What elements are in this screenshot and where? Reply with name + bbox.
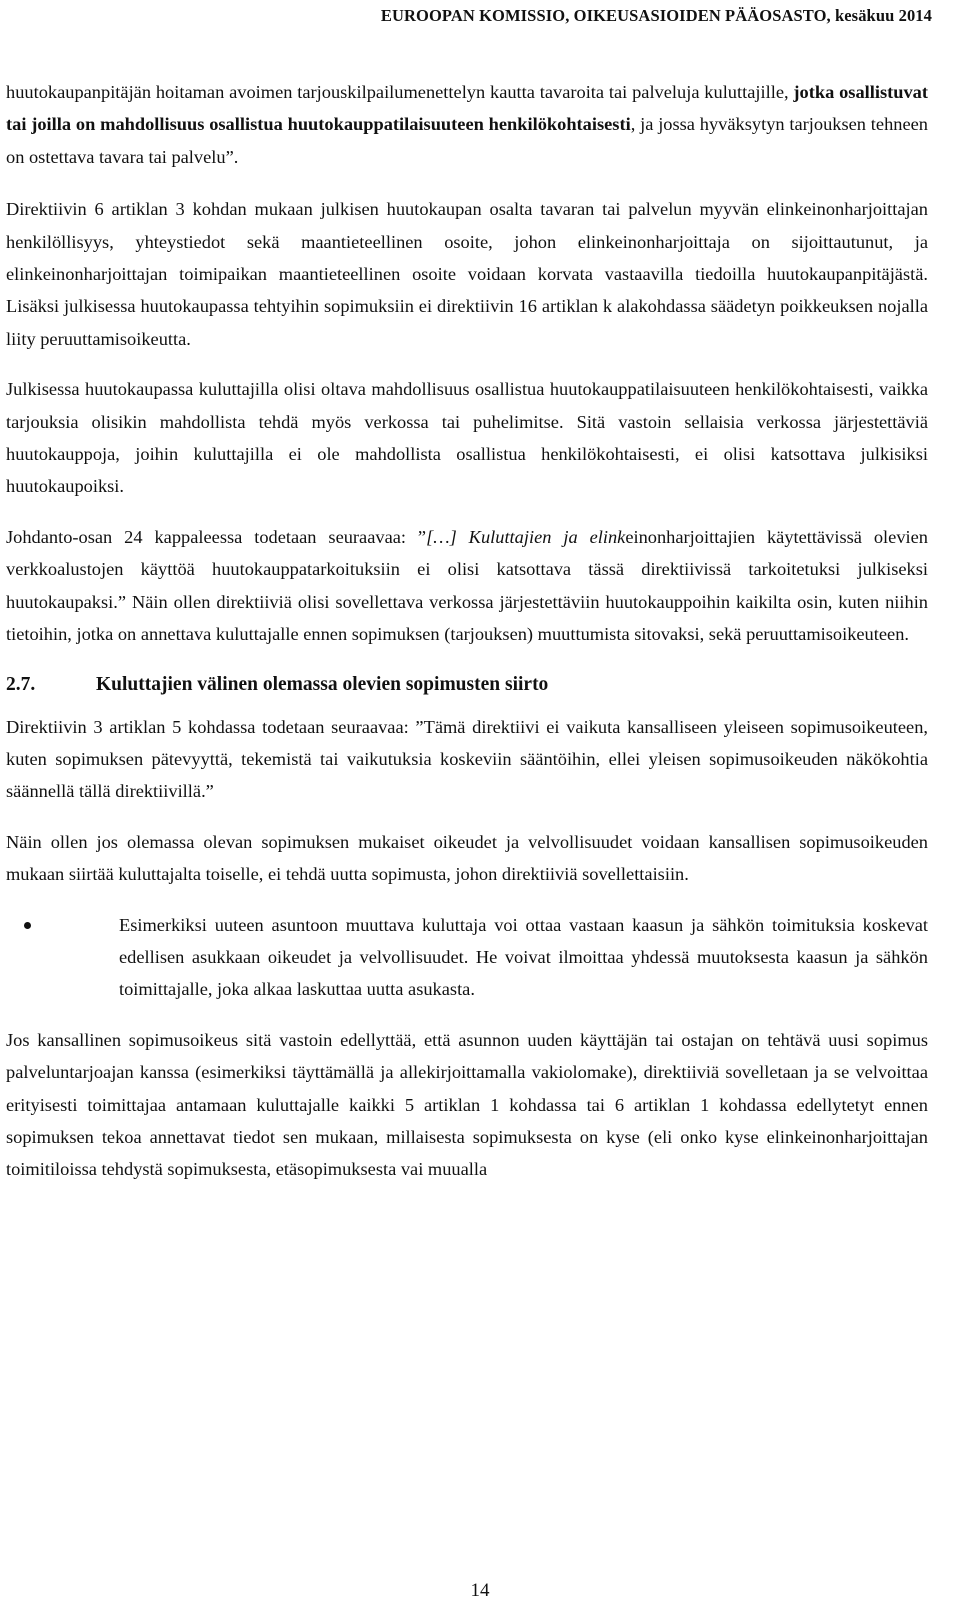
bullet-dot-icon: [24, 922, 31, 929]
paragraph-2: Direktiivin 6 artiklan 3 kohdan mukaan julkisen huutokaupan osalta tavaran tai palvelun myyvän elinkeinonharjoittajan henkilöllisyys, yhteystiedot sekä maantieteellinen osoite, johon elinkeinonharjoittaja on sijoittautunut, ja elinkeinonharjoittajan toimipaikan maantieteellinen osoite voidaan korvata vastaavilla tiedoilla huutokaupanpitäjästä. Lisäksi julkisessa huutokaupassa tehtyihin sopimuksiin ei direktiivin 16 artiklan k alakohdassa säädetyn poikkeuksen nojalla liity peruuttamisoikeutta.: [6, 199, 928, 349]
paragraph-1-text-b: , ja jossa hyväksytyn tarjouksen tehneen on ostettava tavara tai palvelu”.: [6, 114, 928, 167]
section-heading: [6, 669, 928, 701]
paragraph-7: Jos kansallinen sopimusoikeus sitä vastoin edellyttää, että asunnon uuden käyttäjän tai ostajan on tehtävä uusi sopimus palveluntarjoajan kanssa (esimerkiksi täyttämällä ja allekirjoittamalla vakiolomake), direktiiviä sovelletaan ja se velvoittaa erityisesti toimittajaa antamaan kuluttajalle kaikki 5 artiklan 1 kohdassa tai 6 artiklan 1 kohdassa edellytetyt ennen sopimuksen tekoa annettavat tiedot sen mukaan, millaisesta sopimuksesta on kyse (eli onko kyse elinkeinonharjoittajan toimitiloissa tehdystä sopimuksesta, etäsopimuksesta vai muualla: [6, 1029, 928, 1180]
paragraph-1: [6, 76, 928, 173]
paragraph-1-text-a: huutokaupanpitäjän hoitaman avoimen tarjouskilpailumenettelyn kautta tavaroita tai palveluja kuluttajille,: [6, 82, 794, 102]
document-header: EUROOPAN KOMISSIO, OIKEUSASIOIDEN PÄÄOSASTO, kesäkuu 2014: [380, 6, 932, 25]
section-title: Kuluttajien välinen olemassa olevien sopimusten siirto: [96, 673, 549, 695]
paragraph-1-bold: jotka osallistuvat tai joilla on mahdollisuus osallistua huutokauppatilaisuuteen henkilökohtaisesti: [6, 82, 928, 135]
paragraph-4-text-a: Johdanto-osan 24 kappaleessa todetaan seuraavaa: ”: [6, 526, 427, 547]
paragraph-3: Julkisessa huutokaupassa kuluttajilla olisi oltava mahdollisuus osallistua huutokauppatilaisuuteen henkilökohtaisesti, vaikka tarjouksia olisikin mahdollista tehdä myös verkossa tai puhelimitse. Sitä vastoin sellaisia verkossa järjestettäviä huutokauppoja, joihin kuluttajilla ei ole mahdollista osallistua henkilökohtaisesti, ei olisi katsottava julkisiksi huutokaupoiksi.: [6, 379, 928, 497]
section-number: 2.7.: [6, 673, 36, 695]
paragraph-4-italic: […] Kuluttajien ja elink: [426, 526, 626, 547]
bullet-text: Esimerkiksi uuteen asuntoon muuttava kuluttaja voi ottaa vastaan kaasun ja sähkön toimituksia koskevat edellisen asukkaan oikeudet ja velvollisuudet. He voivat ilmoittaa yhdessä muutoksesta kaasun ja sähkön toimittajalle, joka alkaa laskuttaa uutta asukasta.: [119, 914, 928, 1000]
paragraph-4: [6, 521, 928, 651]
page-number: 14: [470, 1580, 490, 1601]
paragraph-6: Näin ollen jos olemassa olevan sopimuksen mukaiset oikeudet ja velvollisuudet voidaan kansallisen sopimusoikeuden mukaan siirtää kuluttajalta toiselle, ei tehdä uutta sopimusta, johon direktiiviä sovellettaisiin.: [6, 831, 928, 885]
bullet-item: [6, 909, 928, 1006]
document-body: [6, 76, 928, 1204]
paragraph-4-text-b: einonharjoittajien käytettävissä olevien verkkoalustojen käyttöä huutokauppatarkoituksiin ei olisi katsottava tässä direktiivissä tarkoitetuksi julkiseksi huutokaupaksi.” Näin ollen direktiiviä olisi sovellettava verkossa järjestettäviin huutokauppoihin kaikilta osin, kuten niihin tietoihin, jotka on annettava kuluttajalle ennen sopimuksen (tarjouksen) muuttumista sitovaksi, sekä peruuttamisoikeuteen.: [6, 526, 928, 645]
paragraph-5: Direktiivin 3 artiklan 5 kohdassa todetaan seuraavaa: ”Tämä direktiivi ei vaikuta kansalliseen yleiseen sopimusoikeuteen, kuten sopimuksen pätevyyttä, tekemistä tai vaikutuksia koskeviin sääntöihin, ellei yleisen sopimusoikeuden näkökohtia säännellä tällä direktiivillä.”: [6, 716, 928, 802]
